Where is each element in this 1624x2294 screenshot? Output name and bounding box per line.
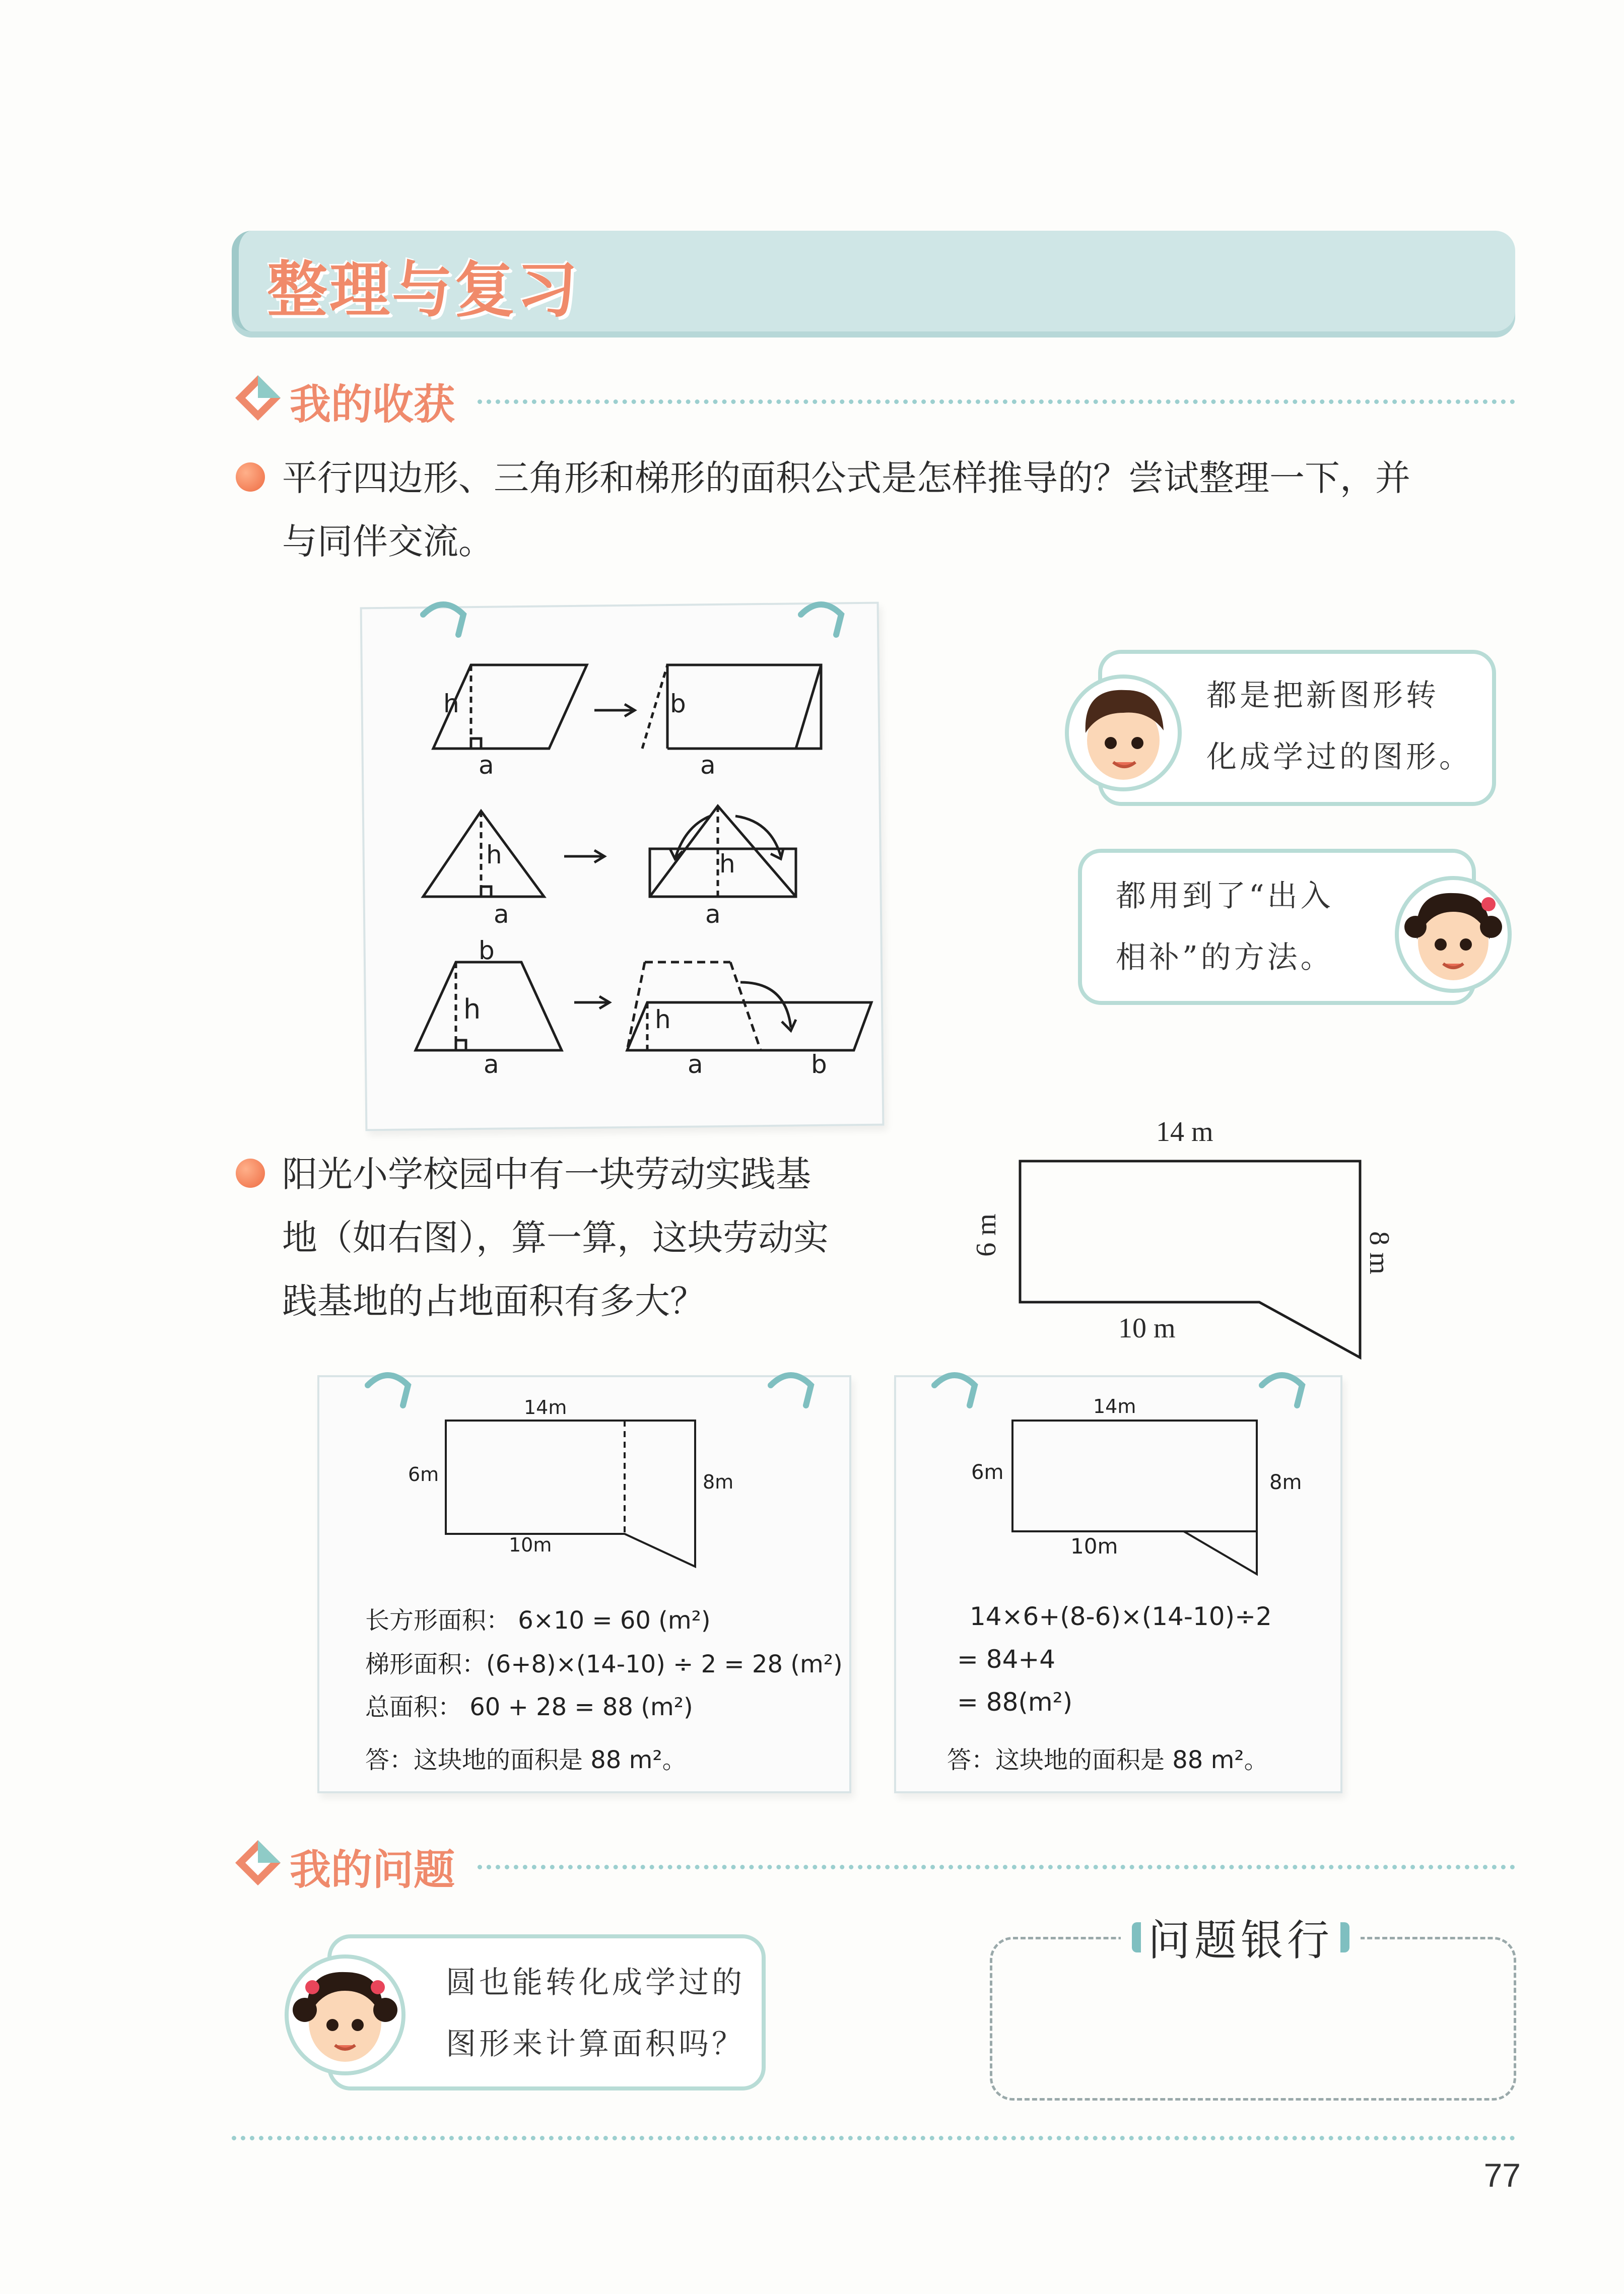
para-a-label: a <box>479 751 494 780</box>
diamond-icon <box>233 373 283 423</box>
diamond-icon <box>233 1838 283 1888</box>
girl-avatar <box>1393 874 1514 995</box>
rect-a-label: a <box>700 751 716 780</box>
questions-heading: 我的问题 <box>290 1846 455 1894</box>
tri-h-label: h <box>486 840 502 869</box>
trap-a-label: a <box>484 1050 499 1079</box>
girl-bubble-line2: 相补”的方法。 <box>1116 940 1334 975</box>
boy-avatar <box>1063 672 1184 793</box>
rect-b-label: b <box>670 689 686 718</box>
q2-line2: 地（如右图），算一算，这块劳动实 <box>282 1217 829 1258</box>
right-bottom-label: 10m <box>1070 1534 1118 1559</box>
left-calc-line1: 长方形面积： 6×10 = 60 (m²) <box>365 1606 711 1635</box>
girl-avatar <box>282 1952 408 2078</box>
trap-b-label: b <box>479 936 495 965</box>
q2-line3: 践基地的占地面积有多大？ <box>282 1280 705 1322</box>
right-top-label: 14m <box>1093 1395 1136 1418</box>
q1-line2: 与同伴交流。 <box>282 521 494 562</box>
left-calc-line3: 总面积： 60 + 28 = 88 (m²) <box>365 1693 693 1721</box>
trap2-b-label: b <box>811 1050 827 1079</box>
tri2-h-label: h <box>719 849 735 879</box>
left-answer: 答：这块地的面积是 88 m²。 <box>365 1746 687 1774</box>
diagram-bottom-label: 10 m <box>1118 1313 1176 1344</box>
left-top-label: 14m <box>524 1396 567 1419</box>
question-bank-label: 问题银行 <box>1148 1916 1334 1965</box>
girl-bubble-line1: 都用到了“出入 <box>1116 879 1334 914</box>
page-number: 77 <box>1483 2156 1521 2194</box>
heading-divider <box>478 1865 1515 1869</box>
left-right-label: 8m <box>703 1471 734 1493</box>
bracket-right-icon <box>1340 1922 1349 1952</box>
harvest-heading: 我的收获 <box>290 381 455 429</box>
right-calc-line1: 14×6+(8-6)×(14-10)÷2 <box>970 1602 1272 1631</box>
right-right-label: 8m <box>1269 1471 1302 1494</box>
boy-bubble-line2: 化成学过的图形。 <box>1206 739 1472 775</box>
tri-a-label: a <box>494 900 509 929</box>
land-diagram <box>1007 1154 1370 1375</box>
tri2-a-label: a <box>705 900 721 929</box>
left-left-label: 6m <box>408 1463 439 1486</box>
bracket-left-icon <box>1132 1922 1141 1952</box>
derivation-figure <box>363 584 887 1138</box>
bullet-icon <box>236 462 265 492</box>
trap2-a-label: a <box>688 1050 703 1079</box>
question-bank-title <box>1121 1907 1361 1968</box>
right-left-label: 6m <box>971 1461 1004 1484</box>
diagram-top-label: 14 m <box>1156 1116 1213 1148</box>
diagram-right-label: 8 m <box>1363 1231 1395 1274</box>
q1-line1: 平行四边形、三角形和梯形的面积公式是怎样推导的？尝试整理一下，并 <box>282 457 1410 499</box>
trap2-h-label: h <box>655 1005 671 1034</box>
footer-divider <box>232 2136 1515 2140</box>
heading-divider <box>478 399 1515 404</box>
left-bottom-label: 10m <box>509 1534 552 1556</box>
diagram-left-label: 6 m <box>970 1213 1002 1257</box>
question-bubble-line1: 圆也能转化成学过的 <box>446 1965 745 2000</box>
section-title: 整理与复习 <box>267 255 579 325</box>
boy-bubble-line1: 都是把新图形转 <box>1206 678 1439 713</box>
question-bubble-line2: 图形来计算面积吗？ <box>446 2027 745 2062</box>
trap-h-label: h <box>463 993 481 1025</box>
right-answer: 答：这块地的面积是 88 m²。 <box>947 1746 1268 1774</box>
para-h-label: h <box>443 689 459 718</box>
right-calc-line2: = 84+4 <box>957 1645 1056 1674</box>
left-calc-line2: 梯形面积：(6+8)×(14-10) ÷ 2 = 28 (m²) <box>365 1650 843 1678</box>
bullet-icon <box>236 1159 265 1188</box>
right-calc-line3: = 88(m²) <box>957 1688 1073 1717</box>
q2-line1: 阳光小学校园中有一块劳动实践基 <box>282 1154 811 1195</box>
